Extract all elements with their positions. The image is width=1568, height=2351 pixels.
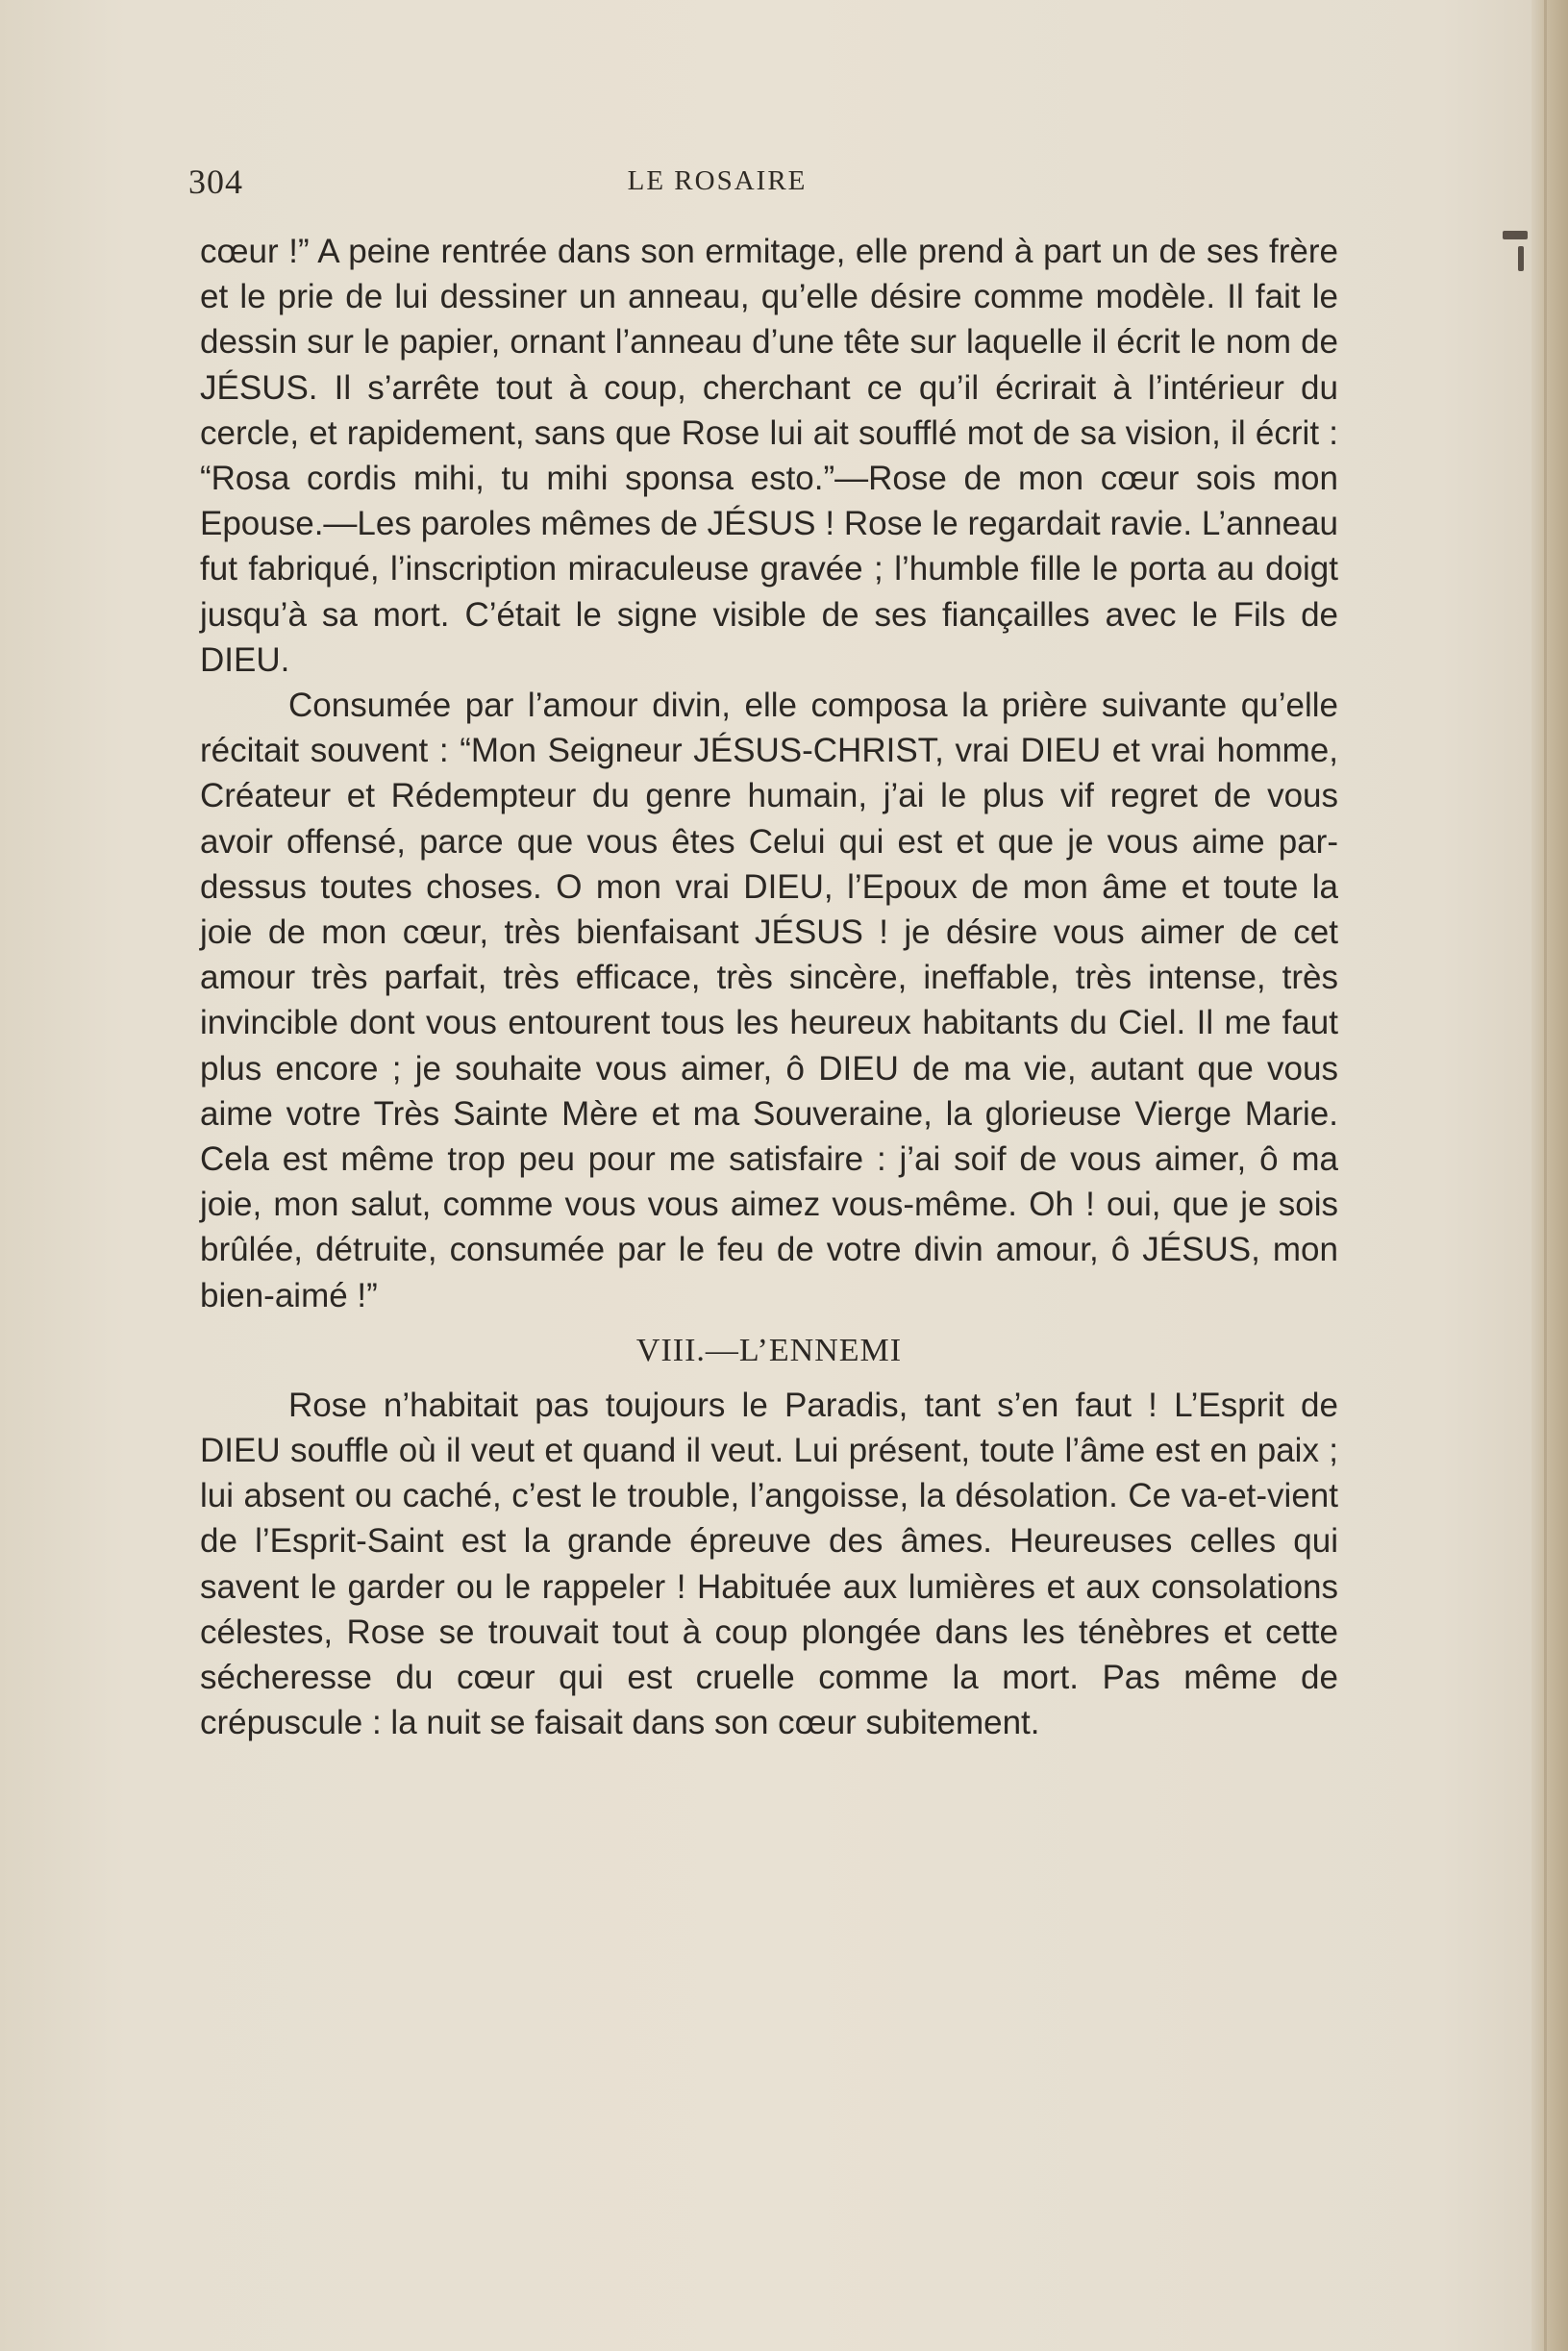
page-number: 304 bbox=[188, 163, 243, 201]
running-title: LE ROSAIRE bbox=[627, 165, 808, 196]
paragraph: Rose n’habitait pas toujours le Paradis, tant s’en faut ! L’Esprit de DIEU souffle où il veut et quand il veut. Lui présent, toute l’âme est en paix ; lui absent ou caché, c’est le trouble, l’angoisse, la désolation. Ce va-et-vient de l’Esprit-Saint est la grande épreuve des âmes. Heureuses celles qui savent le garder ou le rappeler ! Habituée aux lumières et aux consolations célestes, Rose se trouvait tout à coup plongée dans les ténèbres et cette sécheresse du cœur qui est cruelle comme la mort. Pas même de crépuscule : la nuit se faisait dans son cœur subitement. bbox=[200, 1386, 1338, 1742]
paragraph: Consumée par l’amour divin, elle composa la prière suivante qu’elle récitait souvent : “Mon Seigneur JÉSUS-CHRIST, vrai DIEU et vrai homme, Créateur et Rédempteur du genre humain, j’ai le plus vif regret de vous avoir offensé, parce que vous êtes Celui qui est et que je vous aime par-dessus toutes choses. O mon vrai DIEU, l’Epoux de mon âme et toute la joie de mon cœur, très bienfaisant JÉSUS ! je désire vous aimer de cet amour très parfait, très efficace, très sincère, ineffable, très intense, très invincible dont vous entourent tous les heureux habitants du Ciel. Il me faut plus encore ; je souhaite vous aimer, ô DIEU de ma vie, autant que vous aime votre Très Sainte Mère et ma Souveraine, la glorieuse Vierge Marie. Cela est même trop peu pour me satisfaire : j’ai soif de vous aimer, ô ma joie, mon salut, comme vous vous aimez vous-même. Oh ! oui, que je sois brûlée, détruite, consumée par le feu de votre divin amour, ô JÉSUS, mon bien-aimé !” bbox=[200, 687, 1338, 1314]
section-title: VIII.—L’ENNEMI bbox=[635, 1332, 903, 1368]
paragraph: cœur !” A peine rentrée dans son ermitage, elle prend à part un de ses frère et le prie de lui dessiner un anneau, qu’elle désire comme modèle. Il fait le dessin sur le papier, ornant l’anneau d’une tête sur laquelle il écrit le nom de JÉSUS. Il s’arrête tout à coup, cherchant ce qu’il écrirait à l’intérieur du cercle, et rapidement, sans que Rose lui ait soufflé mot de sa vision, il écrit : “Rosa cordis mihi, tu mihi sponsa esto.”—Rose de mon cœur sois mon Epouse.—Les paroles mêmes de JÉSUS ! Rose le regardait ravie. L’anneau fut fabriqué, l’inscription miraculeuse gravée ; l’humble fille le porta au doigt jusqu’à sa mort. C’était le signe visible de ses fiançailles avec le Fils de DIEU. bbox=[200, 233, 1338, 679]
page-header bbox=[188, 162, 1342, 219]
page-body bbox=[200, 229, 1338, 1746]
ink-mark bbox=[1518, 246, 1524, 271]
page-edge-line bbox=[1544, 0, 1547, 2351]
ink-mark bbox=[1503, 231, 1528, 239]
page-edge bbox=[1531, 0, 1568, 2351]
